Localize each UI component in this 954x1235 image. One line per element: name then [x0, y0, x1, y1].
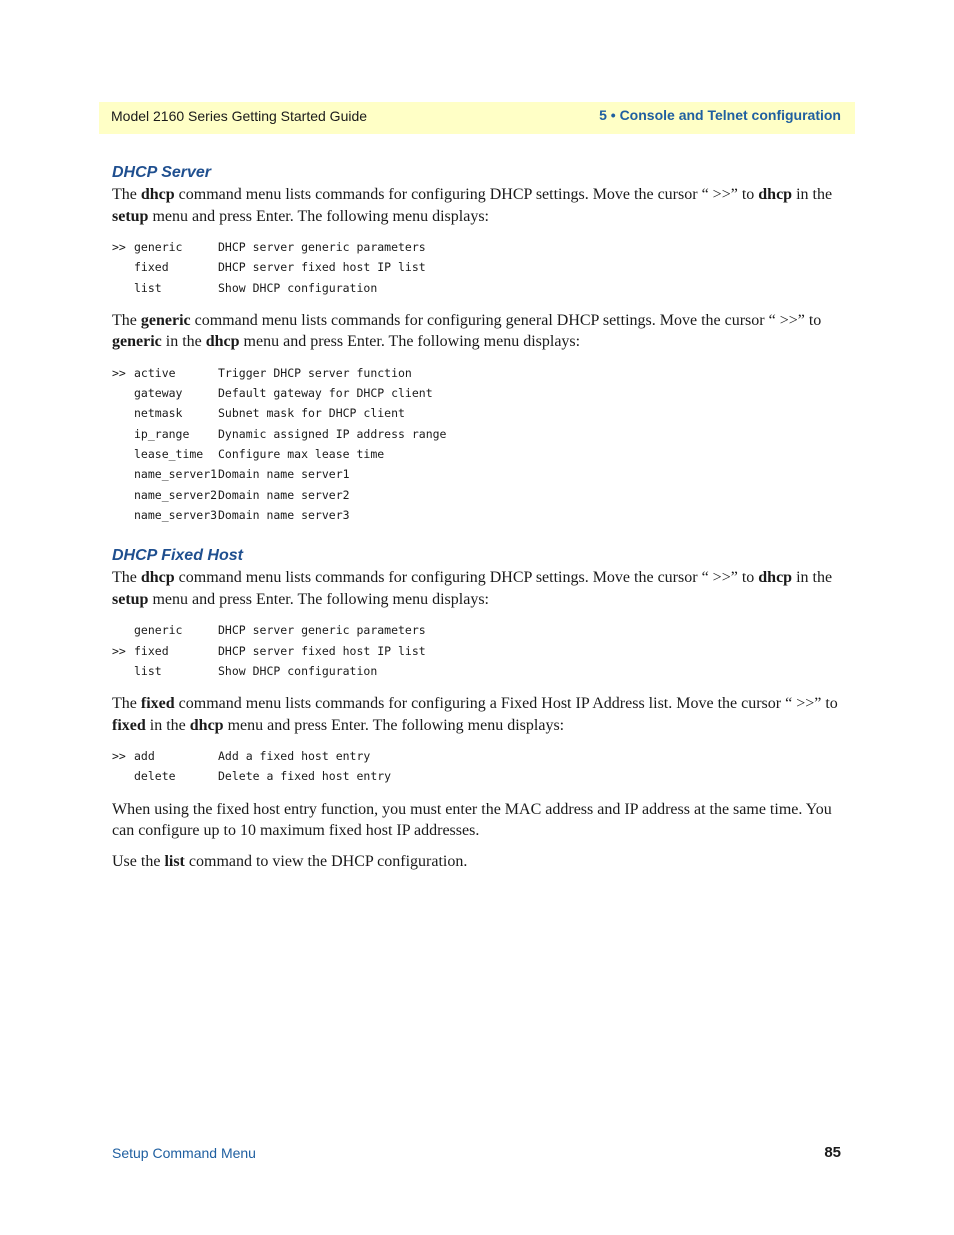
menu-description: Domain name server1: [218, 467, 350, 482]
menu-cursor: >>: [112, 643, 126, 658]
menu-cursor: [112, 424, 134, 444]
menu-description: Subnet mask for DHCP client: [218, 406, 405, 421]
menu-command: delete: [134, 769, 176, 784]
menu-cursor: [112, 505, 134, 525]
menu-command: generic: [134, 240, 183, 254]
menu-command: generic: [134, 623, 183, 638]
menu-row: [112, 444, 842, 464]
menu-row: [112, 485, 842, 505]
menu-row: [112, 383, 842, 403]
menu-description: DHCP server generic parameters: [218, 240, 426, 254]
menu-description: Domain name server3: [218, 507, 350, 522]
command-keyword: dhcp: [140, 186, 175, 203]
command-keyword: setup: [112, 590, 149, 608]
menu-row: [112, 424, 842, 444]
menu-cursor: [112, 383, 134, 403]
text-run: command menu lists commands for configuring DHCP settings. Move the cursor “ >>” to: [174, 569, 759, 587]
text-run: command to view the DHCP configuration.: [184, 852, 468, 870]
menu-description: Default gateway for DHCP client: [218, 386, 433, 401]
menu-cursor: [112, 620, 134, 640]
menu-row: [112, 237, 842, 257]
console-menu-listing: [112, 620, 842, 681]
text-run: in the: [792, 186, 833, 203]
console-menu-listing: [112, 363, 842, 525]
menu-command: netmask: [134, 406, 183, 421]
text-run: menu and press Enter. The following menu displays:: [239, 333, 581, 351]
menu-row: [112, 464, 842, 484]
menu-row: [112, 620, 842, 640]
command-keyword: dhcp: [758, 186, 793, 203]
menu-description: DHCP server generic parameters: [218, 623, 426, 638]
command-keyword: dhcp: [758, 569, 793, 587]
guide-title: Model 2160 Series Getting Started Guide: [111, 108, 368, 124]
text-run: The: [112, 186, 141, 203]
page-number: 85: [824, 1144, 841, 1161]
paragraph-gap: [112, 842, 842, 851]
menu-command: name_server2: [134, 487, 218, 502]
menu-cursor: [112, 661, 134, 681]
body-paragraph: [112, 567, 842, 610]
menu-row: [112, 257, 842, 277]
body-paragraph: [112, 693, 842, 736]
command-keyword: dhcp: [205, 333, 240, 351]
menu-row: [112, 746, 842, 766]
command-keyword: dhcp: [189, 716, 224, 734]
text-run: The: [112, 311, 141, 329]
section-gap: [112, 537, 842, 545]
menu-command: active: [134, 365, 176, 380]
menu-command: list: [134, 663, 162, 678]
body-paragraph: [112, 799, 842, 842]
section-title: DHCP Fixed Host: [112, 547, 243, 565]
command-keyword: generic: [140, 311, 191, 329]
section-title: DHCP Server: [112, 164, 212, 181]
command-keyword: setup: [112, 207, 149, 225]
text-run: command menu lists commands for configuring general DHCP settings. Move the cursor “ >>” to: [190, 311, 822, 329]
menu-cursor: [112, 444, 134, 464]
menu-cursor: [112, 464, 134, 484]
text-run: menu and press Enter. The following menu displays:: [148, 207, 489, 225]
menu-description: Domain name server2: [218, 487, 350, 502]
menu-description: Configure max lease time: [218, 447, 385, 462]
body-paragraph: [112, 851, 842, 873]
command-keyword: generic: [112, 333, 162, 351]
menu-row: [112, 363, 842, 383]
running-header: [99, 102, 855, 134]
menu-description: Show DHCP configuration: [218, 663, 378, 678]
menu-row: [112, 278, 842, 298]
menu-cursor: >>: [112, 749, 126, 764]
menu-cursor: [112, 766, 134, 786]
text-run: menu and press Enter. The following menu displays:: [148, 590, 489, 608]
chapter-title: 5 • Console and Telnet configuration: [599, 107, 841, 123]
menu-row: [112, 661, 842, 681]
menu-cursor: [112, 278, 134, 298]
menu-description: DHCP server fixed host IP list: [218, 643, 426, 658]
menu-cursor: >>: [112, 240, 126, 254]
text-run: in the: [792, 569, 833, 587]
text-run: The: [112, 569, 141, 587]
command-keyword: fixed: [140, 695, 175, 713]
footer-section-name: Setup Command Menu: [112, 1145, 256, 1161]
menu-cursor: >>: [112, 365, 126, 380]
menu-description: Add a fixed host entry: [218, 749, 371, 764]
menu-command: add: [134, 749, 155, 764]
menu-cursor: [112, 257, 134, 277]
menu-command: ip_range: [134, 426, 190, 441]
menu-description: Trigger DHCP server function: [218, 365, 412, 380]
text-run: in the: [161, 333, 206, 351]
text-run: command menu lists commands for configuring a Fixed Host IP Address list. Move the cursor “ >>” to: [174, 695, 838, 713]
command-keyword: fixed: [112, 716, 146, 734]
command-keyword: dhcp: [140, 569, 175, 587]
menu-command: name_server1: [134, 467, 218, 482]
menu-description: Delete a fixed host entry: [218, 769, 392, 784]
menu-row: [112, 641, 842, 661]
console-menu-listing: [112, 746, 842, 787]
text-run: Use the: [112, 852, 165, 870]
menu-command: gateway: [134, 386, 183, 401]
page-content: [112, 162, 842, 872]
menu-row: [112, 766, 842, 786]
command-keyword: list: [164, 852, 185, 870]
menu-command: lease_time: [134, 447, 204, 462]
menu-description: DHCP server fixed host IP list: [218, 260, 426, 275]
text-run: in the: [145, 716, 190, 734]
menu-cursor: [112, 485, 134, 505]
body-paragraph: [112, 184, 842, 227]
menu-command: fixed: [134, 643, 169, 658]
text-run: menu and press Enter. The following menu displays:: [223, 716, 565, 734]
menu-row: [112, 403, 842, 423]
menu-command: list: [134, 280, 162, 295]
text-run: command menu lists commands for configuring DHCP settings. Move the cursor “ >>” to: [174, 186, 759, 203]
body-paragraph: [112, 310, 842, 353]
menu-description: Dynamic assigned IP address range: [218, 426, 447, 441]
menu-description: Show DHCP configuration: [218, 280, 378, 295]
text-run: The: [112, 695, 141, 713]
menu-cursor: [112, 403, 134, 423]
console-menu-listing: [112, 237, 842, 298]
menu-command: fixed: [134, 260, 169, 275]
text-run: When using the fixed host entry function, you must enter the MAC address and IP address at the same time. You can configure up to 10 maximum fixed host IP addresses.: [112, 800, 832, 840]
menu-row: [112, 505, 842, 525]
menu-command: name_server3: [134, 507, 218, 522]
